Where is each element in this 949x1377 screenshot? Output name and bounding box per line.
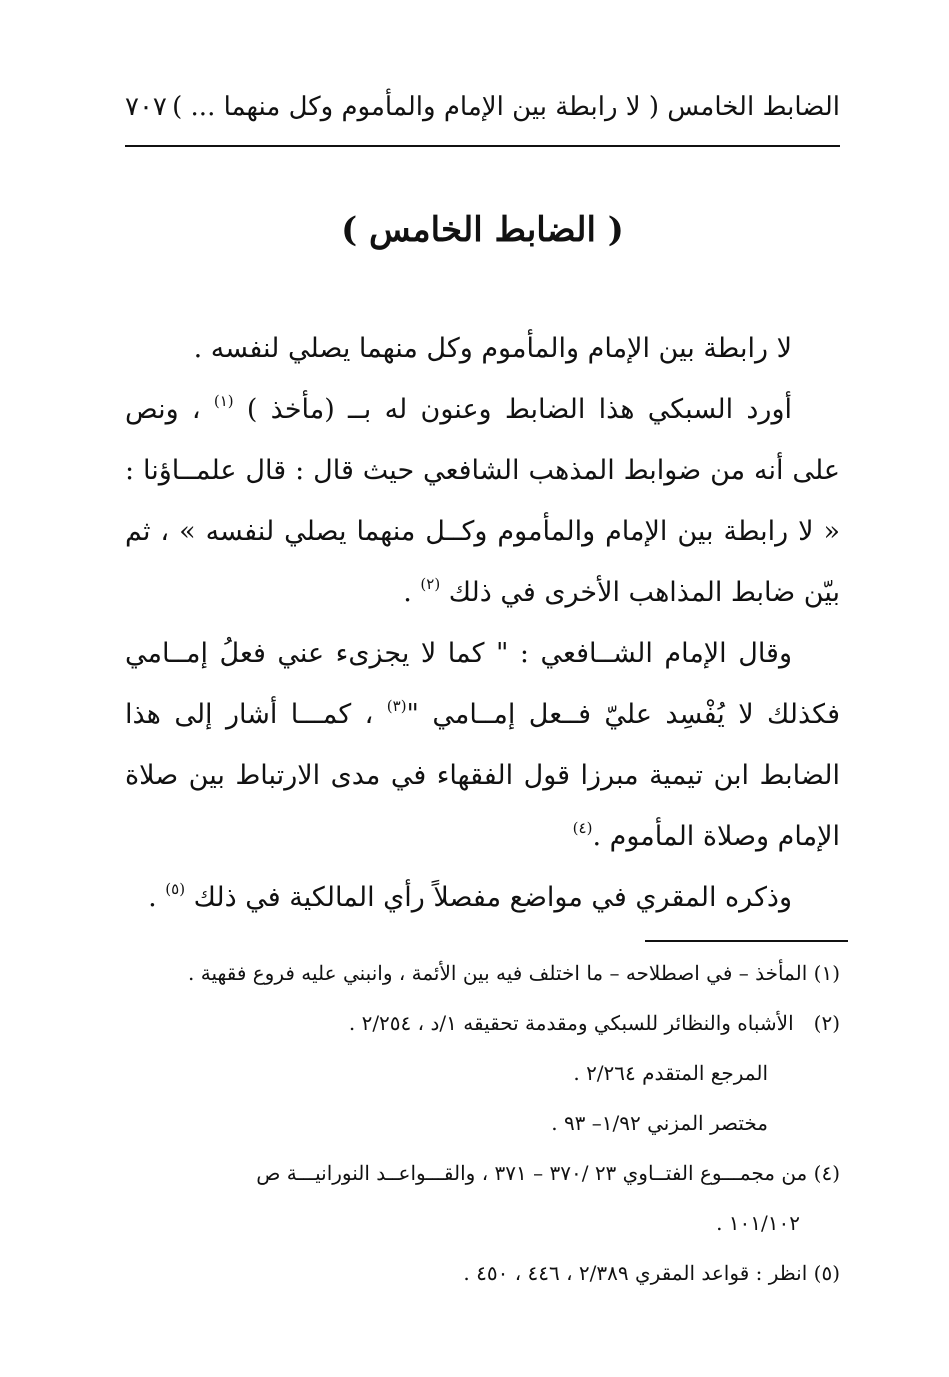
running-title: الضابط الخامس ( لا رابطة بين الإمام والمأموم وكل منهما ... ) — [172, 92, 840, 122]
paragraph-2 — [125, 623, 840, 867]
footnote-ref-4: (٤) — [572, 819, 593, 837]
footnote-4: (٤) من مجمـــوع الفتــاوي ٢٣ /٣٧٠ – ٣٧١ ، والقـــواعــد النورانيـــة ص — [256, 1161, 840, 1185]
header-divider — [125, 145, 840, 147]
footnote-ref-5: (٥) — [165, 880, 186, 898]
page-number: ٧٠٧ — [125, 92, 167, 122]
paragraph-3-part-b: . — [148, 882, 166, 913]
footnote-3b: مختصر المزني ١/٩٢– ٩٣ . — [551, 1111, 768, 1135]
footnote-2-number: (٢) — [813, 1011, 840, 1035]
footnote-1: (١) المأخذ – في اصطلاحه – ما اختلف فيه بين الأئمة ، وانبني عليه فروع فقهية . — [188, 961, 840, 985]
paragraph-2-part-b: ، كمـــا أشار إلى هذا الضابط ابن تيمية مبرزا قول الفقهاء في مدى الارتباط بين صلاة الإمام وصلاة المأموم . — [125, 699, 840, 852]
footnote-5: (٥) انظر : قواعد المقري ٢/٣٨٩ ، ٤٤٦ ، ٤٥٠ . — [463, 1261, 840, 1285]
footnote-divider — [645, 940, 848, 942]
footnote-2-text: الأشباه والنظائر للسبكي ومقدمة تحقيقه ١/د ، ٢/٢٥٤ . — [348, 1011, 794, 1035]
footnote-3: المرجع المتقدم ٢/٢٦٤ . — [573, 1061, 768, 1085]
footnotes — [135, 948, 840, 1298]
section-title: ( الضابط الخامس ) — [341, 210, 624, 250]
footnote-ref-3: (٣) — [386, 697, 407, 715]
paragraph-2-part-a: وقال الإمام الشــافعي : " كما لا يجزىء عني فعلُ إمــامي فكذلك لا يُفْسِد عليّ فــعل إمــامي " — [125, 638, 840, 730]
paragraph-1-part-a: أورد السبكي هذا الضابط وعنون له بــ (مأخذ ) — [233, 394, 792, 425]
body-text — [125, 318, 840, 928]
footnote-ref-1: (١) — [213, 392, 234, 410]
running-header — [125, 82, 840, 132]
paragraph-1 — [125, 379, 840, 623]
paragraph-3 — [125, 867, 840, 928]
footnote-2 — [135, 998, 840, 1048]
footnote-ref-2: (٢) — [420, 575, 441, 593]
footnote-4-continuation: ١٠١/١٠٢ . — [716, 1211, 800, 1235]
paragraph-1-part-b: ، ونص على أنه من ضوابط المذهب الشافعي حيث قال : قال علمــاؤنا : « لا رابطة بين الإمام والمأموم وكــل منهما يصلي لنفسه » ، ثم بيّن ضابط المذاهب الأخرى في ذلك — [125, 394, 840, 608]
paragraph-3-part-a: وذكره المقري في مواضع مفصلاً رأي المالكية في ذلك — [185, 882, 792, 913]
rule-statement: لا رابطة بين الإمام والمأموم وكل منهما يصلي لنفسه . — [193, 333, 792, 364]
paragraph-1-part-c: . — [403, 577, 421, 608]
